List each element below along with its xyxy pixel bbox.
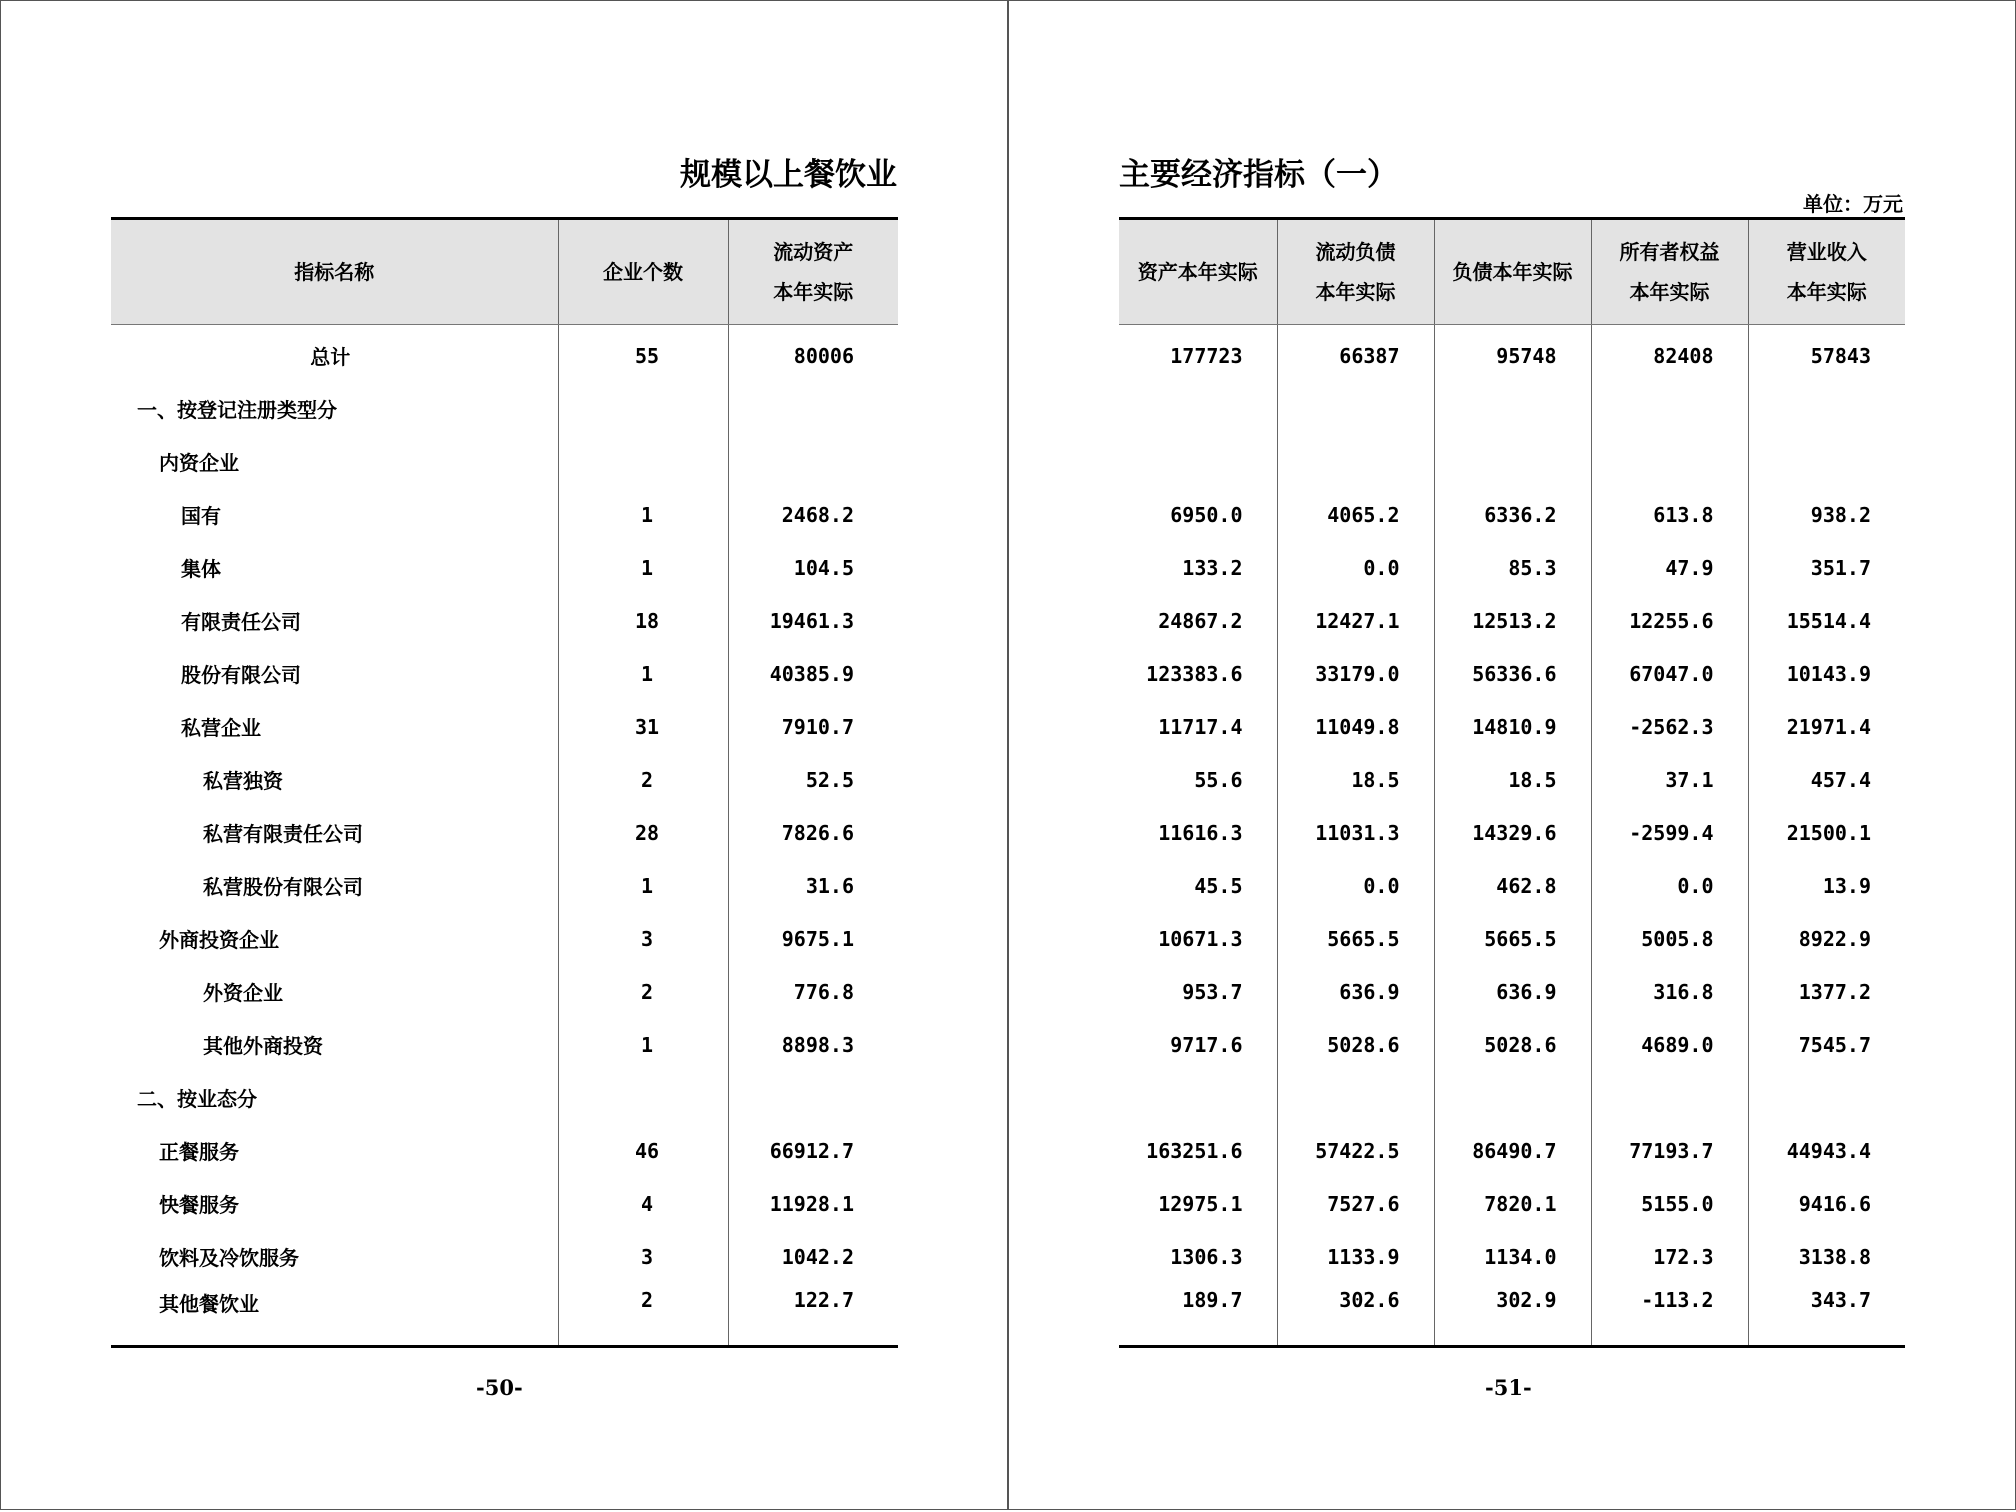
row-total-liabilities: 1134.0 — [1434, 1230, 1591, 1283]
row-current-liabilities: 302.6 — [1277, 1283, 1434, 1347]
row-total-assets: 55.6 — [1194, 767, 1243, 792]
row-enterprise-count: 2 — [558, 753, 728, 806]
table-row — [1119, 1283, 1905, 1347]
row-total-liabilities: 302.9 — [1434, 1283, 1591, 1347]
row-total-assets: 11717.4 — [1158, 714, 1243, 739]
table-row — [1119, 541, 1905, 594]
row-current-liabilities: 0.0 — [1277, 541, 1434, 594]
row-current-liabilities: 636.9 — [1277, 965, 1434, 1018]
row-current-assets: 776.8 — [728, 965, 898, 1018]
row-indicator-name: 国有 — [181, 504, 221, 528]
left-page — [0, 0, 1008, 1510]
row-operating-revenue — [1748, 435, 1905, 488]
row-operating-revenue: 343.7 — [1748, 1283, 1905, 1347]
table-row — [111, 1018, 898, 1071]
table-row — [111, 647, 898, 700]
row-current-assets: 31.6 — [728, 859, 898, 912]
table-row — [1119, 1177, 1905, 1230]
row-owners-equity: 5155.0 — [1591, 1177, 1748, 1230]
table-row — [111, 325, 898, 383]
row-enterprise-count: 1 — [558, 488, 728, 541]
row-current-assets: 80006 — [728, 325, 898, 383]
row-current-liabilities: 57422.5 — [1277, 1124, 1434, 1177]
right-page — [1008, 0, 2016, 1510]
table-row — [111, 806, 898, 859]
row-current-assets: 7826.6 — [728, 806, 898, 859]
row-operating-revenue: 10143.9 — [1748, 647, 1905, 700]
header-total-assets: 资产本年实际 — [1119, 219, 1277, 325]
table-row — [1119, 488, 1905, 541]
row-total-assets: 10671.3 — [1158, 926, 1243, 951]
row-indicator-name: 饮料及冷饮服务 — [159, 1246, 299, 1270]
row-owners-equity: 12255.6 — [1591, 594, 1748, 647]
row-current-liabilities: 11049.8 — [1277, 700, 1434, 753]
row-enterprise-count: 1 — [558, 541, 728, 594]
row-indicator-name: 外资企业 — [203, 981, 283, 1005]
table-row — [1119, 1124, 1905, 1177]
table-row — [1119, 965, 1905, 1018]
page-number-right: -51- — [1485, 1375, 1532, 1400]
table-row — [111, 488, 898, 541]
row-owners-equity — [1591, 1071, 1748, 1124]
table-row — [1119, 325, 1905, 383]
table-row — [1119, 647, 1905, 700]
row-current-liabilities: 12427.1 — [1277, 594, 1434, 647]
row-operating-revenue — [1748, 382, 1905, 435]
row-indicator-name: 二、按业态分 — [137, 1087, 257, 1111]
row-indicator-name: 内资企业 — [159, 451, 239, 475]
row-owners-equity: 5005.8 — [1591, 912, 1748, 965]
row-total-assets: 133.2 — [1182, 555, 1243, 580]
table-row — [111, 912, 898, 965]
page-title-left: 规模以上餐饮业 — [680, 157, 897, 193]
row-current-liabilities: 5665.5 — [1277, 912, 1434, 965]
row-current-assets: 19461.3 — [728, 594, 898, 647]
row-current-assets: 40385.9 — [728, 647, 898, 700]
row-total-liabilities: 85.3 — [1434, 541, 1591, 594]
row-total-assets — [1119, 435, 1277, 488]
header-operating-revenue: 营业收入 本年实际 — [1748, 219, 1905, 325]
table-row — [1119, 1018, 1905, 1071]
row-current-assets: 52.5 — [728, 753, 898, 806]
row-current-liabilities: 0.0 — [1277, 859, 1434, 912]
row-current-liabilities — [1277, 382, 1434, 435]
row-total-liabilities: 6336.2 — [1434, 488, 1591, 541]
row-total-liabilities: 5028.6 — [1434, 1018, 1591, 1071]
row-total-liabilities: 12513.2 — [1434, 594, 1591, 647]
row-enterprise-count: 2 — [558, 1283, 728, 1347]
row-operating-revenue: 7545.7 — [1748, 1018, 1905, 1071]
table-row — [111, 1230, 898, 1283]
row-total-assets — [1119, 382, 1277, 435]
row-indicator-name: 其他餐饮业 — [111, 1283, 558, 1347]
row-total-liabilities: 95748 — [1434, 325, 1591, 383]
row-total-liabilities: 56336.6 — [1434, 647, 1591, 700]
row-enterprise-count: 1 — [558, 859, 728, 912]
row-indicator-name: 私营有限责任公司 — [203, 822, 363, 846]
row-owners-equity: 172.3 — [1591, 1230, 1748, 1283]
table-row — [1119, 594, 1905, 647]
row-indicator-name: 私营股份有限公司 — [203, 875, 363, 899]
row-enterprise-count: 2 — [558, 965, 728, 1018]
row-operating-revenue: 8922.9 — [1748, 912, 1905, 965]
table-row — [1119, 1071, 1905, 1124]
row-total-liabilities: 86490.7 — [1434, 1124, 1591, 1177]
row-total-liabilities — [1434, 435, 1591, 488]
row-current-assets: 9675.1 — [728, 912, 898, 965]
table-row — [1119, 382, 1905, 435]
row-operating-revenue: 1377.2 — [1748, 965, 1905, 1018]
row-operating-revenue: 351.7 — [1748, 541, 1905, 594]
row-operating-revenue: 9416.6 — [1748, 1177, 1905, 1230]
row-total-assets: 11616.3 — [1158, 820, 1243, 845]
row-operating-revenue: 457.4 — [1748, 753, 1905, 806]
row-current-liabilities: 18.5 — [1277, 753, 1434, 806]
row-total-liabilities — [1434, 1071, 1591, 1124]
row-enterprise-count: 1 — [558, 1018, 728, 1071]
row-current-liabilities: 66387 — [1277, 325, 1434, 383]
row-total-assets — [1119, 1071, 1277, 1124]
page-title-right: 主要经济指标（一） — [1119, 157, 1398, 193]
row-owners-equity: 613.8 — [1591, 488, 1748, 541]
row-enterprise-count: 1 — [558, 647, 728, 700]
row-owners-equity — [1591, 435, 1748, 488]
header-enterprise-count: 企业个数 — [558, 219, 728, 325]
row-operating-revenue: 21500.1 — [1748, 806, 1905, 859]
row-total-liabilities: 462.8 — [1434, 859, 1591, 912]
row-total-assets: 189.7 — [1119, 1283, 1277, 1347]
table-row — [111, 594, 898, 647]
table-row — [111, 1071, 898, 1124]
table-row — [1119, 700, 1905, 753]
row-total-liabilities: 7820.1 — [1434, 1177, 1591, 1230]
row-total-liabilities — [1434, 382, 1591, 435]
row-operating-revenue: 44943.4 — [1748, 1124, 1905, 1177]
row-total-assets: 177723 — [1170, 343, 1243, 368]
table-row — [111, 382, 898, 435]
row-enterprise-count: 28 — [558, 806, 728, 859]
table-row — [1119, 435, 1905, 488]
table-row — [1119, 806, 1905, 859]
row-total-assets: 9717.6 — [1170, 1032, 1243, 1057]
row-operating-revenue: 15514.4 — [1748, 594, 1905, 647]
right-stats-table — [1119, 217, 1905, 1348]
table-row — [111, 435, 898, 488]
header-total-liabilities: 负债本年实际 — [1434, 219, 1591, 325]
row-current-assets — [728, 1071, 898, 1124]
row-total-assets: 45.5 — [1194, 873, 1243, 898]
row-enterprise-count: 46 — [558, 1124, 728, 1177]
row-owners-equity: 82408 — [1591, 325, 1748, 383]
row-owners-equity: 37.1 — [1591, 753, 1748, 806]
row-owners-equity: 0.0 — [1591, 859, 1748, 912]
row-current-liabilities: 7527.6 — [1277, 1177, 1434, 1230]
row-operating-revenue: 3138.8 — [1748, 1230, 1905, 1283]
row-current-assets: 11928.1 — [728, 1177, 898, 1230]
table-row — [111, 965, 898, 1018]
row-current-assets: 122.7 — [728, 1283, 898, 1347]
header-owners-equity: 所有者权益 本年实际 — [1591, 219, 1748, 325]
row-total-liabilities: 14329.6 — [1434, 806, 1591, 859]
row-current-liabilities: 4065.2 — [1277, 488, 1434, 541]
row-owners-equity: -2599.4 — [1591, 806, 1748, 859]
table-row — [111, 541, 898, 594]
table-row — [111, 1283, 898, 1347]
row-current-assets — [728, 382, 898, 435]
table-row — [111, 1124, 898, 1177]
table-row — [1119, 1230, 1905, 1283]
left-stats-table — [111, 217, 898, 1348]
row-indicator-name: 总计 — [310, 345, 351, 369]
row-total-liabilities: 18.5 — [1434, 753, 1591, 806]
row-indicator-name: 正餐服务 — [159, 1140, 239, 1164]
row-total-liabilities: 5665.5 — [1434, 912, 1591, 965]
row-owners-equity: 77193.7 — [1591, 1124, 1748, 1177]
row-indicator-name: 其他外商投资 — [203, 1034, 323, 1058]
row-current-assets: 104.5 — [728, 541, 898, 594]
row-operating-revenue: 21971.4 — [1748, 700, 1905, 753]
row-enterprise-count: 4 — [558, 1177, 728, 1230]
row-owners-equity: 4689.0 — [1591, 1018, 1748, 1071]
table-row — [111, 753, 898, 806]
row-total-liabilities: 636.9 — [1434, 965, 1591, 1018]
unit-label: 单位：万元 — [1803, 192, 1903, 216]
row-current-assets: 7910.7 — [728, 700, 898, 753]
table-row — [1119, 859, 1905, 912]
row-current-liabilities: 11031.3 — [1277, 806, 1434, 859]
row-current-assets: 8898.3 — [728, 1018, 898, 1071]
row-current-assets: 1042.2 — [728, 1230, 898, 1283]
row-total-assets: 6950.0 — [1170, 502, 1243, 527]
header-current-liabilities: 流动负债 本年实际 — [1277, 219, 1434, 325]
row-total-liabilities: 14810.9 — [1434, 700, 1591, 753]
row-owners-equity: 47.9 — [1591, 541, 1748, 594]
row-operating-revenue: 13.9 — [1748, 859, 1905, 912]
row-operating-revenue: 57843 — [1748, 325, 1905, 383]
row-indicator-name: 私营企业 — [181, 716, 261, 740]
row-indicator-name: 一、按登记注册类型分 — [137, 398, 337, 422]
table-row — [1119, 912, 1905, 965]
row-total-assets: 12975.1 — [1158, 1191, 1243, 1216]
row-indicator-name: 私营独资 — [203, 769, 283, 793]
row-enterprise-count: 18 — [558, 594, 728, 647]
row-owners-equity: -113.2 — [1591, 1283, 1748, 1347]
table-row — [111, 700, 898, 753]
row-total-assets: 163251.6 — [1146, 1138, 1243, 1163]
row-current-liabilities: 5028.6 — [1277, 1018, 1434, 1071]
row-total-assets: 1306.3 — [1170, 1244, 1243, 1269]
row-operating-revenue — [1748, 1071, 1905, 1124]
row-current-assets: 66912.7 — [728, 1124, 898, 1177]
header-current-assets: 流动资产 本年实际 — [728, 219, 898, 325]
row-owners-equity — [1591, 382, 1748, 435]
row-owners-equity: 316.8 — [1591, 965, 1748, 1018]
row-current-assets — [728, 435, 898, 488]
header-indicator-name: 指标名称 — [111, 219, 558, 325]
row-owners-equity: 67047.0 — [1591, 647, 1748, 700]
table-row — [1119, 753, 1905, 806]
row-total-assets: 123383.6 — [1146, 661, 1243, 686]
row-total-assets: 24867.2 — [1158, 608, 1243, 633]
row-owners-equity: -2562.3 — [1591, 700, 1748, 753]
row-total-assets: 953.7 — [1182, 979, 1243, 1004]
row-enterprise-count: 3 — [558, 1230, 728, 1283]
row-enterprise-count: 55 — [558, 325, 728, 383]
row-current-liabilities: 33179.0 — [1277, 647, 1434, 700]
row-current-assets: 2468.2 — [728, 488, 898, 541]
table-row — [111, 1177, 898, 1230]
row-enterprise-count: 3 — [558, 912, 728, 965]
row-enterprise-count — [558, 382, 728, 435]
row-enterprise-count — [558, 1071, 728, 1124]
row-current-liabilities: 1133.9 — [1277, 1230, 1434, 1283]
row-current-liabilities — [1277, 435, 1434, 488]
row-enterprise-count: 31 — [558, 700, 728, 753]
row-operating-revenue: 938.2 — [1748, 488, 1905, 541]
row-enterprise-count — [558, 435, 728, 488]
table-row — [111, 859, 898, 912]
row-indicator-name: 有限责任公司 — [181, 610, 301, 634]
page-number-left: -50- — [476, 1375, 523, 1400]
row-indicator-name: 集体 — [181, 557, 221, 581]
row-current-liabilities — [1277, 1071, 1434, 1124]
row-indicator-name: 股份有限公司 — [181, 663, 301, 687]
row-indicator-name: 快餐服务 — [159, 1193, 239, 1217]
row-indicator-name: 外商投资企业 — [159, 928, 279, 952]
